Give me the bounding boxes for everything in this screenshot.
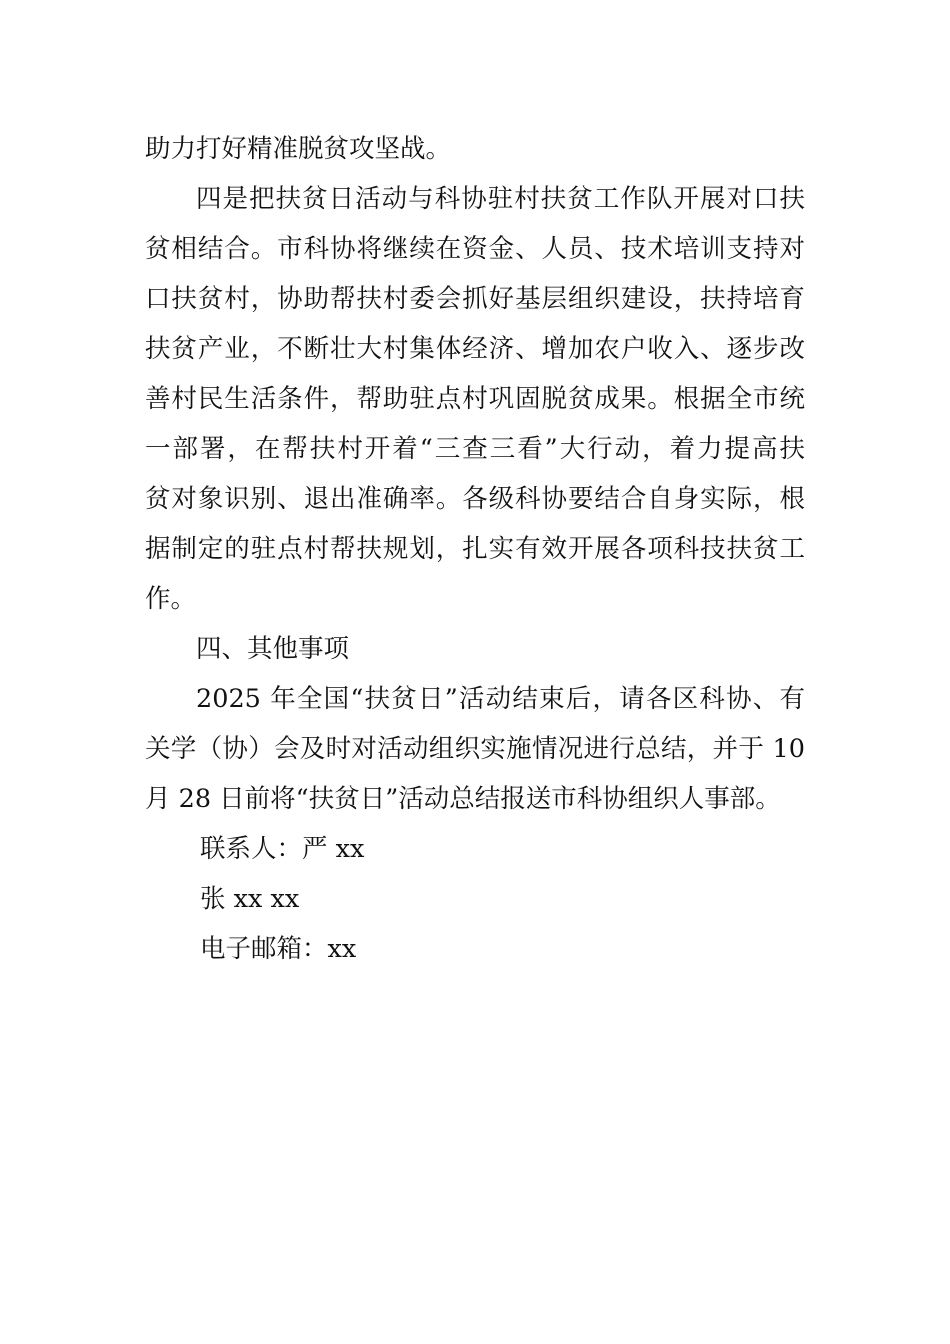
paragraph-four-line-1: 四是把扶贫日活动与科协驻村扶贫工作队开展对口扶 [196,184,805,214]
second-contact: 张 xx xx [200,884,300,914]
paragraph-other-line-1: 2025 年全国“扶贫日”活动结束后，请各区科协、有 [196,684,805,714]
paragraph-four-line-9: 作。 [145,584,197,614]
paragraph-four-line-7: 贫对象识别、退出准确率。各级科协要结合自身实际，根 [145,484,805,514]
paragraph-four-line-3: 口扶贫村，协助帮扶村委会抓好基层组织建设，扶持培育 [145,284,805,314]
contact-person: 联系人：严 xx [200,834,365,864]
paragraph-four-line-5: 善村民生活条件，帮助驻点村巩固脱贫成果。根据全市统 [145,384,805,414]
contact-email: 电子邮箱：xx [200,934,357,964]
paragraph-intro-line-1: 助力打好精准脱贫攻坚战。 [145,134,452,164]
paragraph-four-line-2: 贫相结合。市科协将继续在资金、人员、技术培训支持对 [145,234,805,264]
paragraph-four-line-4: 扶贫产业，不断壮大村集体经济、增加农户收入、逐步改 [145,334,805,364]
paragraph-four-line-6: 一部署，在帮扶村开着“三查三看”大行动，着力提高扶 [145,434,805,464]
paragraph-four-line-8: 据制定的驻点村帮扶规划，扎实有效开展各项科技扶贫工 [145,534,805,564]
section-heading: 四、其他事项 [196,634,350,664]
paragraph-other-line-2: 关学（协）会及时对活动组织实施情况进行总结，并于 10 [145,734,805,764]
paragraph-other-line-3: 月 28 日前将“扶贫日”活动总结报送市科协组织人事部。 [145,784,781,814]
